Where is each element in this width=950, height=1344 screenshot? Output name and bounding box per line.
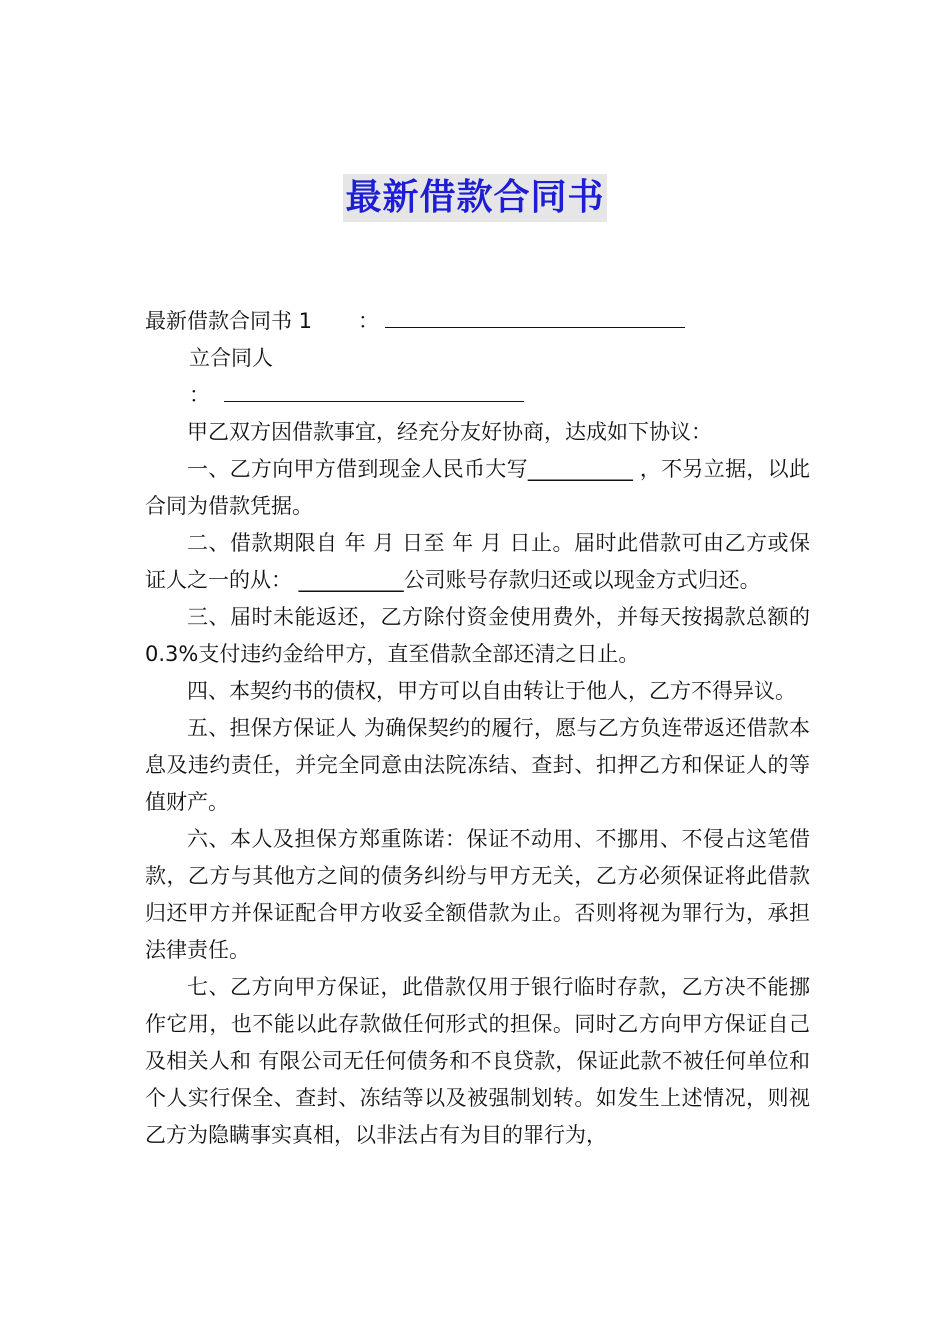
document-title-block [0,174,950,222]
paragraph-clause-2: 二、借款期限自 年 月 日至 年 月 日止。届时此借款可由乙方或保证人之一的从： __________公司账号存款归还或以现金方式归还。 [145,531,810,592]
paragraph-clause-7: 七、乙方向甲方保证，此借款仅用于银行临时存款，乙方决不能挪作它用，也不能以此存款做任何形式的担保。同时乙方向甲方保证自己及相关人和 有限公司无任何债务和不良贷款，保证此款不被任何单位和个人实行保全、查封、冻结等以及被强制划转。如发生上述情况，则视乙方为隐瞒事实真相，以非法占有为目的罪行为， [145,975,810,1147]
party-blank [224,379,524,402]
header-line-blank [385,305,685,328]
paragraph-intro: 甲乙双方因借款事宜，经充分友好协商，达成如下协议： [187,420,712,444]
document-title: 最新借款合同书 [343,174,606,222]
party-label: 立合同人 [189,346,273,370]
party-colon: ： [189,383,210,407]
paragraph-clause-6: 六、本人及担保方郑重陈诺：保证不动用、不挪用、不侵占这笔借款，乙方与其他方之间的债务纠纷与甲方无关，乙方必须保证将此借款归还甲方并保证配合甲方收妥全额借款为止。否则将视为罪行为，承担法律责任。 [145,827,810,962]
party-label-line [145,340,810,377]
paragraph-clause-1: 一、乙方向甲方借到现金人民币大写__________ ，不另立据，以此合同为借款凭据。 [145,457,810,518]
header-line [145,303,810,340]
paragraph-clause-4: 四、本契约书的债权，甲方可以自由转让于他人，乙方不得异议。 [187,679,796,703]
party-blank-line [145,377,810,414]
document-body [145,303,810,1154]
paragraph-clause-5: 五、担保方保证人 为确保契约的履行，愿与乙方负连带返还借款本息及违约责任，并完全同意由法院冻结、查封、扣押乙方和保证人的等值财产。 [145,716,810,814]
header-line-label: 最新借款合同书 1 [145,309,313,333]
header-line-colon: ： [358,309,380,333]
paragraph-clause-3: 三、届时未能返还，乙方除付资金使用费外，并每天按揭款总额的 0.3%支付违约金给甲方，直至借款全部还清之日止。 [145,605,810,666]
